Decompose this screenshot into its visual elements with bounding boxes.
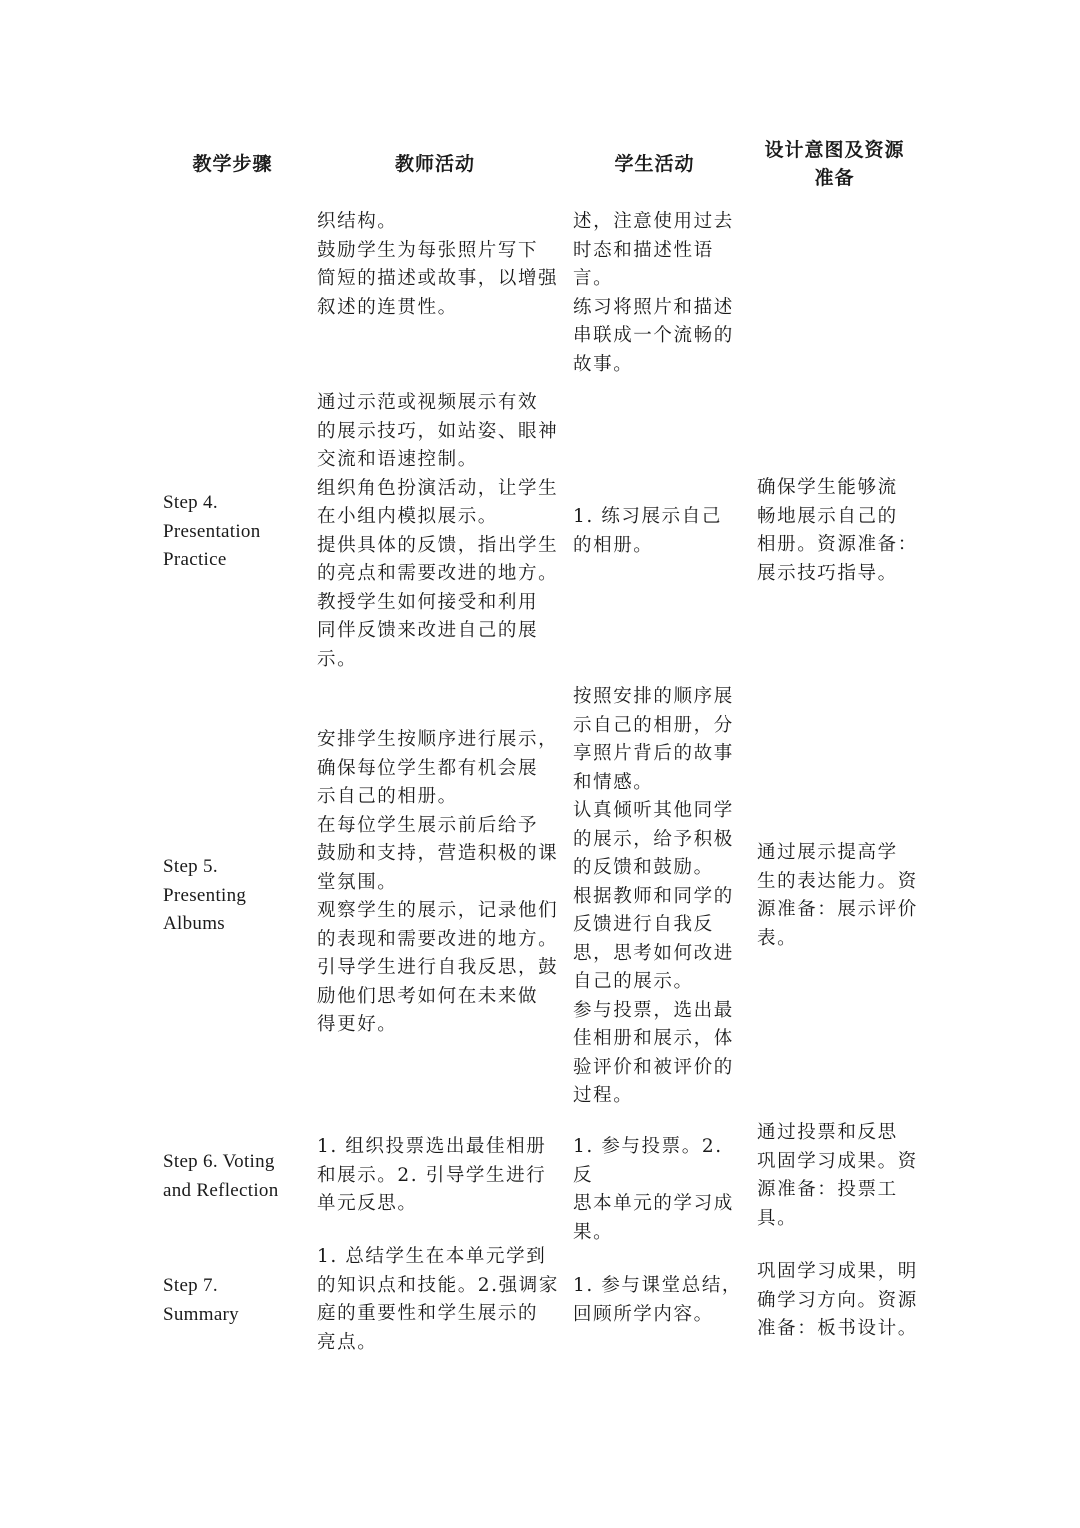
row1-student: 1. 练习展示自己 的相册。 [573, 506, 722, 556]
header-design-intent: 设计意图及资源 准备 [764, 139, 905, 189]
header-step: 教学步骤 [192, 153, 273, 175]
row4-teacher: 1. 总结学生在本单元学到 的知识点和技能。2.强调家 庭的重要性和学生展示的 亮点。 [317, 1246, 559, 1353]
row4-student: 1. 参与课堂总结， 回顾所学内容。 [573, 1275, 743, 1325]
row1-step: Step 4. Presentation Practice [163, 492, 261, 570]
row3-step: Step 6. Voting and Reflection [163, 1151, 279, 1201]
row1-teacher: 通过示范或视频展示有效 的展示技巧，如站姿、眼神 交流和语速控制。 组织角色扮演活动，让学生 在小组内模拟展示。 提供具体的反馈，指出学生 的亮点和需要改进的地方。 教授学生如何接受和利用 同伴反馈来改进自己的展 示。 [317, 392, 559, 670]
row4-step: Step 7. Summary [163, 1275, 239, 1325]
row3-teacher: 1. 组织投票选出最佳相册 和展示。2. 引导学生进行 单元反思。 [317, 1136, 547, 1214]
header-student-activity: 学生活动 [614, 153, 695, 175]
row3-intent: 通过投票和反思 巩固学习成果。资 源准备：投票工 具。 [757, 1122, 918, 1229]
row2-intent: 通过展示提高学 生的表达能力。资 源准备：展示评价 表。 [757, 842, 918, 949]
row2-teacher: 安排学生按顺序进行展示， 确保每位学生都有机会展 示自己的相册。 在每位学生展示前后给予 鼓励和支持，营造积极的课 堂氛围。 观察学生的展示，记录他们 的表现和需要改进的地方。 引导学生进行自我反思，鼓 励他们思考如何在未来做 得更好。 [317, 729, 559, 1035]
row4-intent: 巩固学习成果，明 确学习方向。资源 准备：板书设计。 [757, 1261, 918, 1339]
row2-step: Step 5. Presenting Albums [163, 856, 247, 934]
row0-student: 述，注意使用过去 时态和描述性语 言。 练习将照片和描述 串联成一个流畅的 故事。 [573, 211, 734, 375]
header-teacher-activity: 教师活动 [394, 153, 475, 175]
row2-student: 按照安排的顺序展 示自己的相册，分 享照片背后的故事 和情感。 认真倾听其他同学 的展示，给予积极 的反馈和鼓励。 根据教师和同学的 反馈进行自我反 思，思考如何改进 自己的展示。 参与投票，选出最 佳相册和展示，体 验评价和被评价的 过程。 [573, 686, 734, 1106]
row3-student: 1. 参与投票。2. 反 思本单元的学习成 果。 [573, 1136, 734, 1243]
row0-teacher: 织结构。 鼓励学生为每张照片写下 简短的描述或故事，以增强 叙述的连贯性。 [317, 211, 559, 318]
row1-intent: 确保学生能够流 畅地展示自己的 相册。资源准备： 展示技巧指导。 [757, 477, 918, 584]
